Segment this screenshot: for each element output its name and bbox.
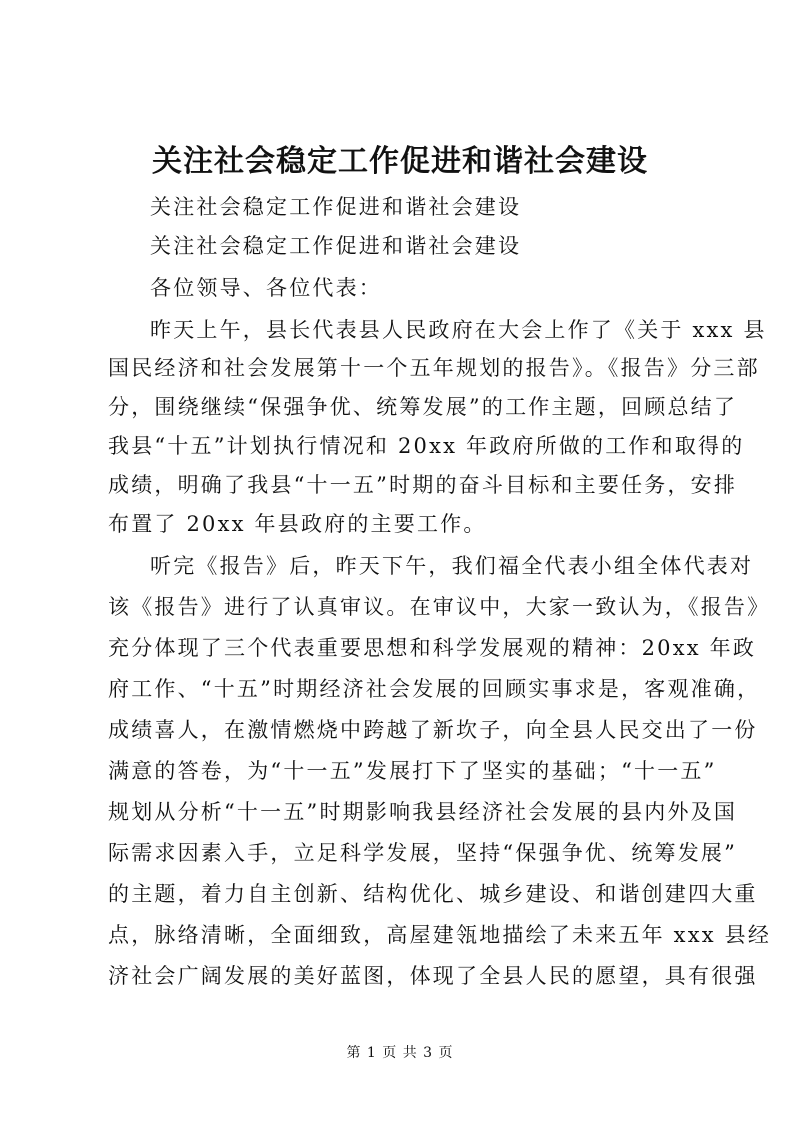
subtitle-line-2: 关注社会稳定工作促进和谐社会建设	[150, 234, 522, 258]
paragraph-2-line-7: 规划从分析“十一五”时期影响我县经济社会发展的县内外及国	[108, 800, 738, 824]
paragraph-2-line-11: 济社会广阔发展的美好蓝图，体现了全县人民的愿望，具有很强	[108, 964, 758, 988]
paragraph-1-line-4: 我县“十五”计划执行情况和 20xx 年政府所做的工作和取得的	[108, 434, 745, 458]
paragraph-2-line-2: 该《报告》进行了认真审议。在审议中，大家一致认为，《报告》	[108, 595, 771, 619]
paragraph-2-line-6: 满意的答卷，为“十一五”发展打下了坚实的基础；“十一五”	[108, 759, 717, 783]
paragraph-2-line-9: 的主题，着力自主创新、结构优化、城乡建设、和谐创建四大重	[108, 882, 758, 906]
page-footer: 第 1 页 共 3 页	[346, 1045, 454, 1061]
paragraph-2-line-5: 成绩喜人，在激情燃烧中跨越了新坎子，向全县人民交出了一份	[108, 718, 758, 742]
subtitle-line-1: 关注社会稳定工作促进和谐社会建设	[150, 195, 522, 219]
paragraph-1-line-5: 成绩，明确了我县“十一五”时期的奋斗目标和主要任务，安排	[108, 473, 738, 497]
paragraph-2-line-3: 充分体现了三个代表重要思想和科学发展观的精神：20xx 年政	[108, 636, 757, 660]
document-title: 关注社会稳定工作促进和谐社会建设	[152, 144, 648, 179]
paragraph-2-line-1: 听完《报告》后，昨天下午，我们福全代表小组全体代表对	[150, 554, 754, 578]
paragraph-2-line-4: 府工作、“十五”时期经济社会发展的回顾实事求是，客观准确，	[108, 677, 761, 701]
paragraph-2-line-10: 点，脉络清晰，全面细致，高屋建瓴地描绘了未来五年 xxx 县经	[108, 923, 772, 947]
paragraph-1-line-2: 国民经济和社会发展第十一个五年规划的报告》。《报告》分三部	[108, 356, 760, 380]
salutation: 各位领导、各位代表：	[150, 276, 382, 300]
paragraph-1-line-6: 布置了 20xx 年县政府的主要工作。	[108, 512, 487, 536]
paragraph-1-line-1: 昨天上午，县长代表县人民政府在大会上作了《关于 xxx 县	[150, 318, 767, 342]
paragraph-2-line-8: 际需求因素入手，立足科学发展，坚持“保强争优、统筹发展”	[108, 841, 738, 865]
paragraph-1-line-3: 分，围绕继续“保强争优、统筹发展”的工作主题，回顾总结了	[108, 395, 738, 419]
